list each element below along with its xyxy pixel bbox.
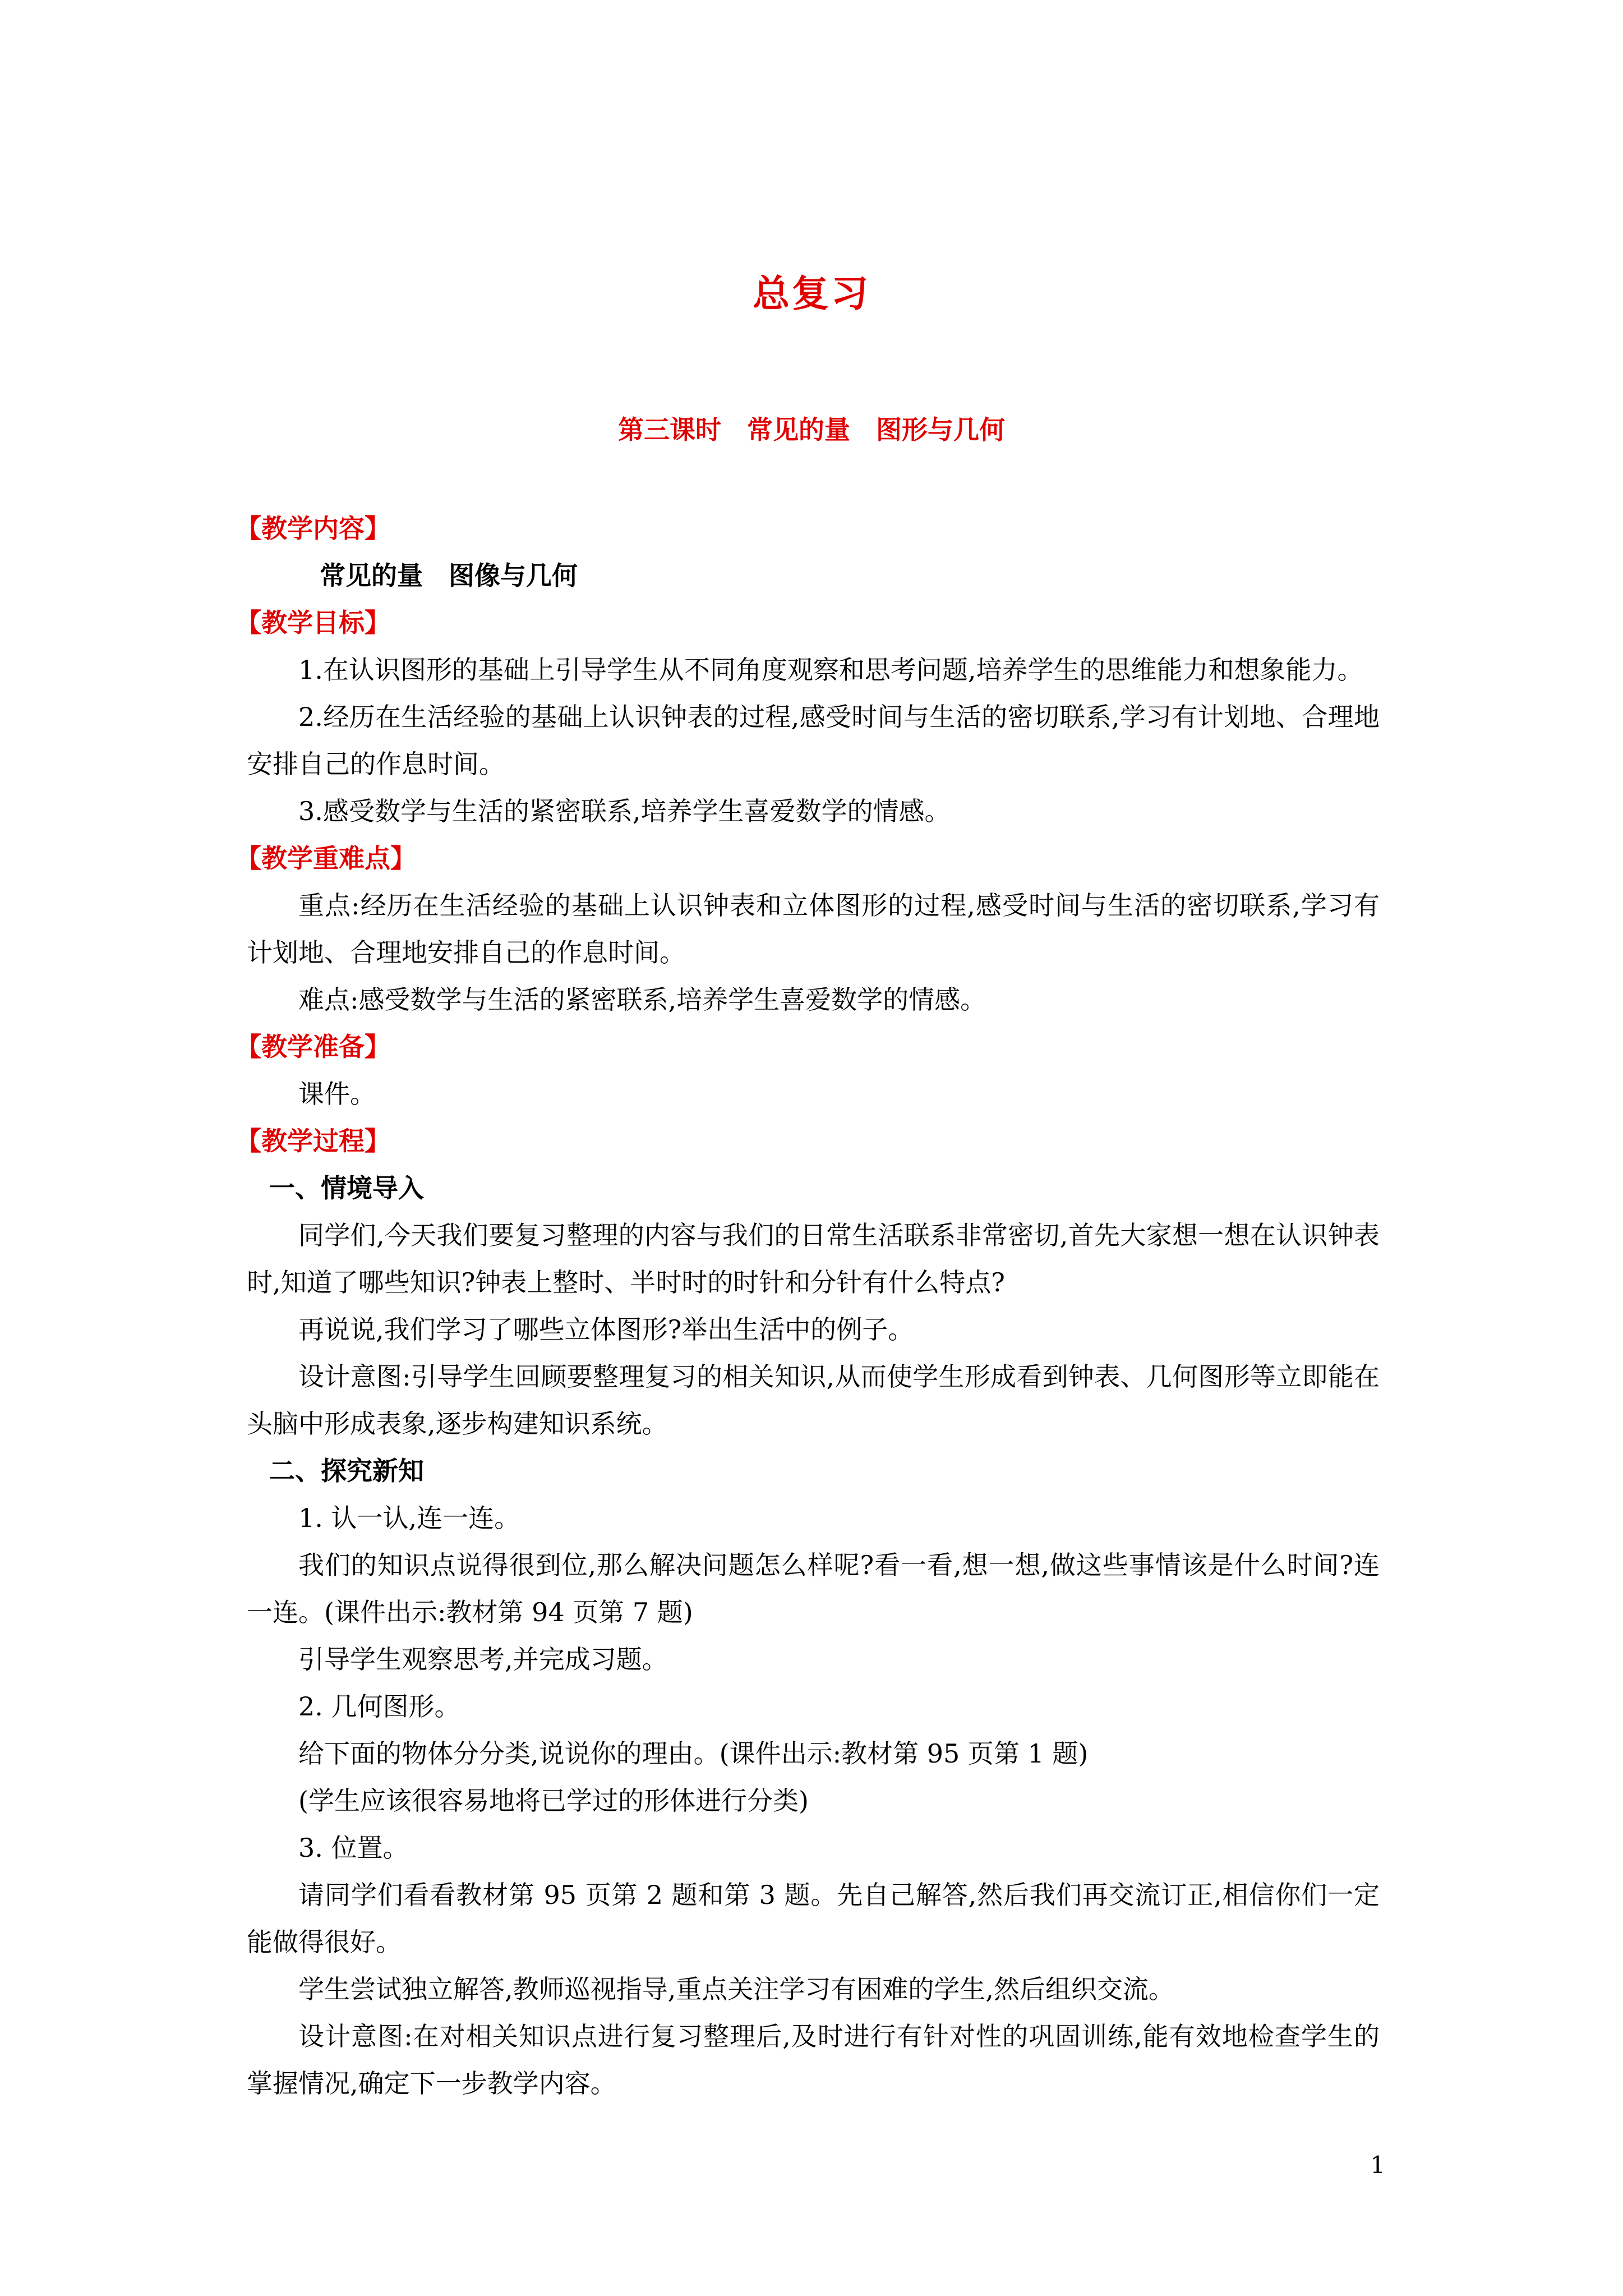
document-title: 总复习 (753, 272, 870, 315)
lesson-subtitle: 第三课时 常见的量 图形与几何 (618, 415, 1005, 445)
numbered-item: 2. 几何图形。 (298, 1691, 460, 1722)
design-intent-paragraph: 设计意图:在对相关知识点进行复习整理后,及时进行有针对性的巩固训练,能有效地检查学生的掌握情况,确定下一步教学内容。 (247, 2021, 1380, 2099)
goal-item: 2.经历在生活经验的基础上认识钟表的过程,感受时间与生活的密切联系,学习有计划地、合理地安排自己的作息时间。 (247, 702, 1380, 779)
paragraph: 学生尝试独立解答,教师巡视指导,重点关注学习有困难的学生,然后组织交流。 (298, 1974, 1174, 2004)
paragraph: 同学们,今天我们要复习整理的内容与我们的日常生活联系非常密切,首先大家想一想在认识钟表时,知道了哪些知识?钟表上整时、半时时的时针和分针有什么特点? (247, 1220, 1380, 1297)
heading-teaching-preparation: 【教学准备】 (236, 1032, 390, 1062)
paragraph: 再说说,我们学习了哪些立体图形?举出生活中的例子。 (298, 1314, 914, 1345)
paragraph: 引导学生观察思考,并完成习题。 (298, 1644, 668, 1674)
paragraph: 请同学们看看教材第 95 页第 2 题和第 3 题。先自己解答,然后我们再交流订正,相信你们一定能做得很好。 (247, 1880, 1380, 1957)
teaching-content-text: 常见的量 图像与几何 (320, 560, 578, 591)
document-body (236, 505, 1380, 2107)
paragraph: (学生应该很容易地将已学过的形体进行分类) (298, 1786, 809, 1816)
numbered-item: 1. 认一认,连一连。 (298, 1503, 520, 1533)
heading-teaching-content: 【教学内容】 (236, 513, 390, 544)
goal-item: 1.在认识图形的基础上引导学生从不同角度观察和思考问题,培养学生的思维能力和想象能力。 (298, 655, 1363, 685)
heading-teaching-goals: 【教学目标】 (236, 608, 390, 638)
difficult-point-text: 难点:感受数学与生活的紧密联系,培养学生喜爱数学的情感。 (298, 984, 986, 1015)
key-point-text: 重点:经历在生活经验的基础上认识钟表和立体图形的过程,感受时间与生活的密切联系,学习有计划地、合理地安排自己的作息时间。 (247, 890, 1380, 968)
section-title: 二、探究新知 (269, 1456, 424, 1486)
heading-key-difficult-points: 【教学重难点】 (236, 843, 416, 873)
page-number: 1 (1370, 2151, 1385, 2179)
section-title: 一、情境导入 (269, 1173, 424, 1203)
numbered-item: 3. 位置。 (298, 1833, 409, 1863)
preparation-text: 课件。 (298, 1079, 376, 1109)
heading-teaching-process: 【教学过程】 (236, 1126, 390, 1156)
goal-item: 3.感受数学与生活的紧密联系,培养学生喜爱数学的情感。 (298, 796, 951, 826)
design-intent-paragraph: 设计意图:引导学生回顾要整理复习的相关知识,从而使学生形成看到钟表、几何图形等立即能在头脑中形成表象,逐步构建知识系统。 (247, 1361, 1380, 1439)
paragraph: 我们的知识点说得很到位,那么解决问题怎么样呢?看一看,想一想,做这些事情该是什么时间?连一连。(课件出示:教材第 94 页第 7 题) (247, 1550, 1380, 1627)
paragraph: 给下面的物体分分类,说说你的理由。(课件出示:教材第 95 页第 1 题) (298, 1738, 1089, 1769)
